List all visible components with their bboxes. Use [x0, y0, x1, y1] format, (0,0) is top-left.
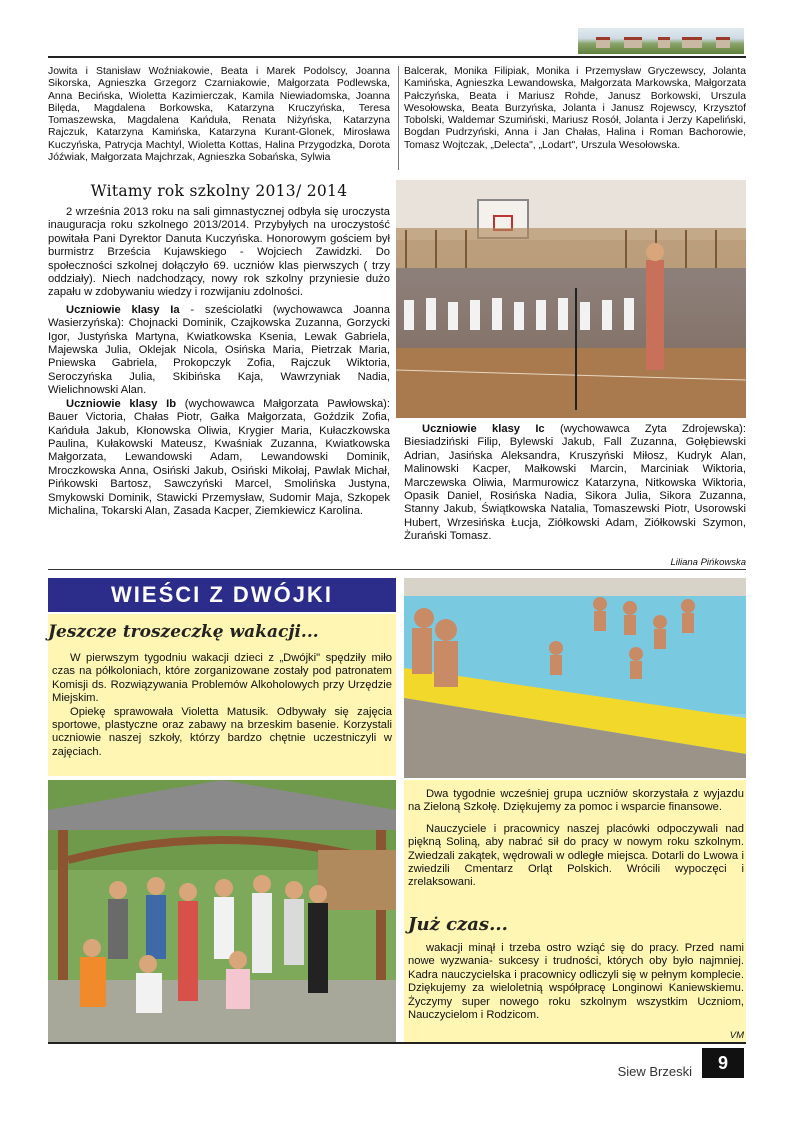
- article-column-left: [48, 206, 390, 518]
- section-title-bar: WIEŚCI Z DWÓJKI: [48, 578, 396, 612]
- class-ib-paragraph: [48, 398, 390, 519]
- time-text: [408, 942, 744, 1022]
- summer-paragraph-2: Opiekę sprawowała Violetta Matusik. Odbywały się zajęcia sportowe, plastyczne oraz zabawy na brzeskim basenie. Korzystali uczniowie naszej szkoły, którzy bardzo chętnie uczestniczyli w zajęciach.: [52, 705, 392, 758]
- class-ia-list: - sześciolatki (wychowawca Joanna Wasierzyńska): Chojnacki Dominik, Czajkowska Zuzanna, Gorzycki Igor, Justyńska Martyna, Kwiatkowska Ksenia, Lewak Gabriela, Majewska Julia, Oklejak Nicola, Osińska Maria, Pietrzak Maria, Pniewska Gabriela, Prokopczyk Zofia, Rajczuk Wiktoria, Seroczyńska Julia, Skibińska Kaja, Wawrzyniak Nadia, Wielichnowski Alan.: [48, 303, 391, 397]
- summer-text: [52, 652, 392, 759]
- heading-time: Już czas...: [408, 914, 508, 935]
- section-separator: [48, 569, 746, 570]
- magazine-name: Siew Brzeski: [617, 1064, 692, 1079]
- class-ic-list: (wychowawca Zyta Zdrojewska): Biesiadziński Filip, Bylewski Jakub, Fall Zuzanna, Gołębiewski Adrian, Jasińska Aleksandra, Kruszyński Miłosz, Kudryk Alan, Malinowski Kacper, Małkowski Marcin, Marciniak Wiktoria, Marczewska Oliwia, Marmurowicz Katarzyna, Nitkowska Wiktoria, Opasik Daniel, Rosińska Nadia, Sikora Julia, Sikora Zuzanna, Stanny Jakub, Świątkowska Natalia, Tomaszewski Piotr, Usorowski Hubert, Wrzesińska Łucja, Ziółkowski Adam, Ziółkowski Szymon, Żurański Tomasz.: [404, 423, 747, 543]
- column-divider: [398, 66, 399, 170]
- header-rule: [48, 56, 746, 58]
- assembly-photo-illustration: [396, 180, 746, 418]
- article-intro: 2 września 2013 roku na sali gimnastycznej odbyła się uroczysta inauguracja roku szkolnego 2013/2014. Przybyłych na uroczystość powitała Pani Dyrektor Danuta Kuczyńska. Honorowym gościem był burmistrz Brześcia Kujawskiego - Wojciech Zawidzki. Do społeczności szkolnej dołączyło 69. uczniów klas pierwszych ( trzy oddziały). Niech nadchodzący, nowy rok szkolny przyniesie dużo zapału w zdobywaniu wiedzy i rozwijaniu zdolności.: [48, 206, 390, 299]
- class-ib-list: (wychowawca Małgorzata Pawłowska): Bauer Victoria, Chałas Piotr, Gałka Małgorzata, Goździk Zofia, Kańduła Jakub, Kłonowska Oliwia, Krygier Maria, Kułaczkowska Paulina, Kułakowski Mateusz, Kwaśniak Zuzanna, Kwiatkowska Małgorzata, Lewandowski Adam, Lewandowski Dominik, Mroczkowska Anna, Osiński Jakub, Osiński Mikołaj, Pawlak Michał, Pińkowski Bartosz, Sawczyński Marcel, Smolińska Justyna, Smykowski Dominik, Stawicki Przemysław, Sudomir Maja, Szkopek Michalina, Tokarski Alan, Zasada Kacper, Ziemkiewicz Karolina.: [48, 397, 390, 517]
- group-photo-illustration: [48, 780, 396, 1042]
- section-author: VM: [729, 1030, 744, 1041]
- time-paragraph: wakacji minął i trzeba ostro wziąć się do pracy. Przed nami nowe wyzwania- sukcesy i trudności, których oby było najmniej. Kadra nauczycielska i pracownicy odliczyli się w pełnym komplecie. Dziękujemy za wieloletnią współpracę Longinowi Kaniewskiemu. Życzymy super nowego roku szkolnym wszystkim Uczniom, Nauczycielom i Rodzicom.: [408, 942, 744, 1022]
- header-village-photo: [578, 28, 744, 54]
- trip-text: [408, 788, 744, 890]
- pool-photo-illustration: [404, 578, 746, 778]
- pool-photo: [404, 578, 746, 778]
- class-ic-heading: Uczniowie klasy Ic: [422, 423, 545, 435]
- thanks-list-left: Jowita i Stanisław Woźniakowie, Beata i Marek Podolscy, Joanna Sikorska, Agnieszka Grzegorz Czarniakowie, Małgorzata Podlewska, Anna Becińska, Wioletta Kazimierczak, Kamila Niewiadomska, Joanna Bilęda, Magdalena Borkowska, Katarzyna Kruczyńska, Teresa Tomaszewska, Magdalena Kańduła, Renata Niżyńska, Katarzyna Rajczuk, Katarzyna Kamińska, Katarzyna Kurant-Glonek, Mirosława Kuczyńska, Patrycja Machtyl, Wioletta Kottas, Halina Przygodzka, Dorota Jóźwiak, Małgorzata Majchrzak, Agnieszka Sobańska, Sylwia: [48, 66, 390, 164]
- page-number: 9: [702, 1048, 744, 1078]
- class-ic-paragraph: [404, 423, 746, 544]
- class-ib-heading: Uczniowie klasy Ib: [66, 397, 177, 410]
- summer-paragraph-1: W pierwszym tygodniu wakacji dzieci z „Dwójki" spędziły miło czas na półkoloniach, które zorganizowane zostały pod patronatem Komisji ds. Rozwiązywania Problemów Alkoholowych przy Urzędzie Miejskim.: [52, 652, 392, 705]
- group-photo: [48, 780, 396, 1042]
- trip-paragraph-2: Nauczyciele i pracownicy naszej placówki odpoczywali nad piękną Soliną, aby nabrać sił do pracy w nowym roku szkolnym. Zwiedzali zakątek, wędrowali w odległe miejsca. Dotarli do Lwowa i zwiedzili Cmentarz Orląt Polskich. Wrócili wypoczęci i zrelaksowani.: [408, 822, 744, 889]
- article-column-right: [404, 423, 746, 544]
- class-ia-heading: Uczniowie klasy Ia: [66, 303, 180, 316]
- heading-summer: Jeszcze troszeczkę wakacji...: [48, 622, 319, 642]
- trip-paragraph-1: Dwa tygodnie wcześniej grupa uczniów skorzystała z wyjazdu na Zieloną Szkołę. Dziękujemy za pomoc i wsparcie finansowe.: [408, 788, 744, 814]
- thanks-list-right: Balcerak, Monika Filipiak, Monika i Przemysław Gryczewscy, Jolanta Kamińska, Agnieszka Lewandowska, Małgorzata Markowska, Małgorzata Pałczyńska, Beata i Mariusz Rohde, Janusz Borkowski, Urszula Wesołowska, Beata Burzyńska, Jolanta i Janusz Rojewscy, Krzysztof Tobolski, Waldemar Szumiński, Mariusz Rosół, Jolanta i Jerzy Kapeliński, Bogdan Pudrzyński, Anna i Jan Chałas, Halina i Roman Bachorowie, Tomasz Wojtczak, „Delecta", „Lodart", Urszula Wesołowska.: [404, 66, 746, 151]
- article-author: Liliana Pińkowska: [670, 557, 746, 568]
- class-ia-paragraph: [48, 304, 390, 398]
- article-title: Witamy rok szkolny 2013/ 2014: [90, 182, 348, 200]
- assembly-photo: [396, 180, 746, 418]
- footer-rule: [48, 1042, 746, 1044]
